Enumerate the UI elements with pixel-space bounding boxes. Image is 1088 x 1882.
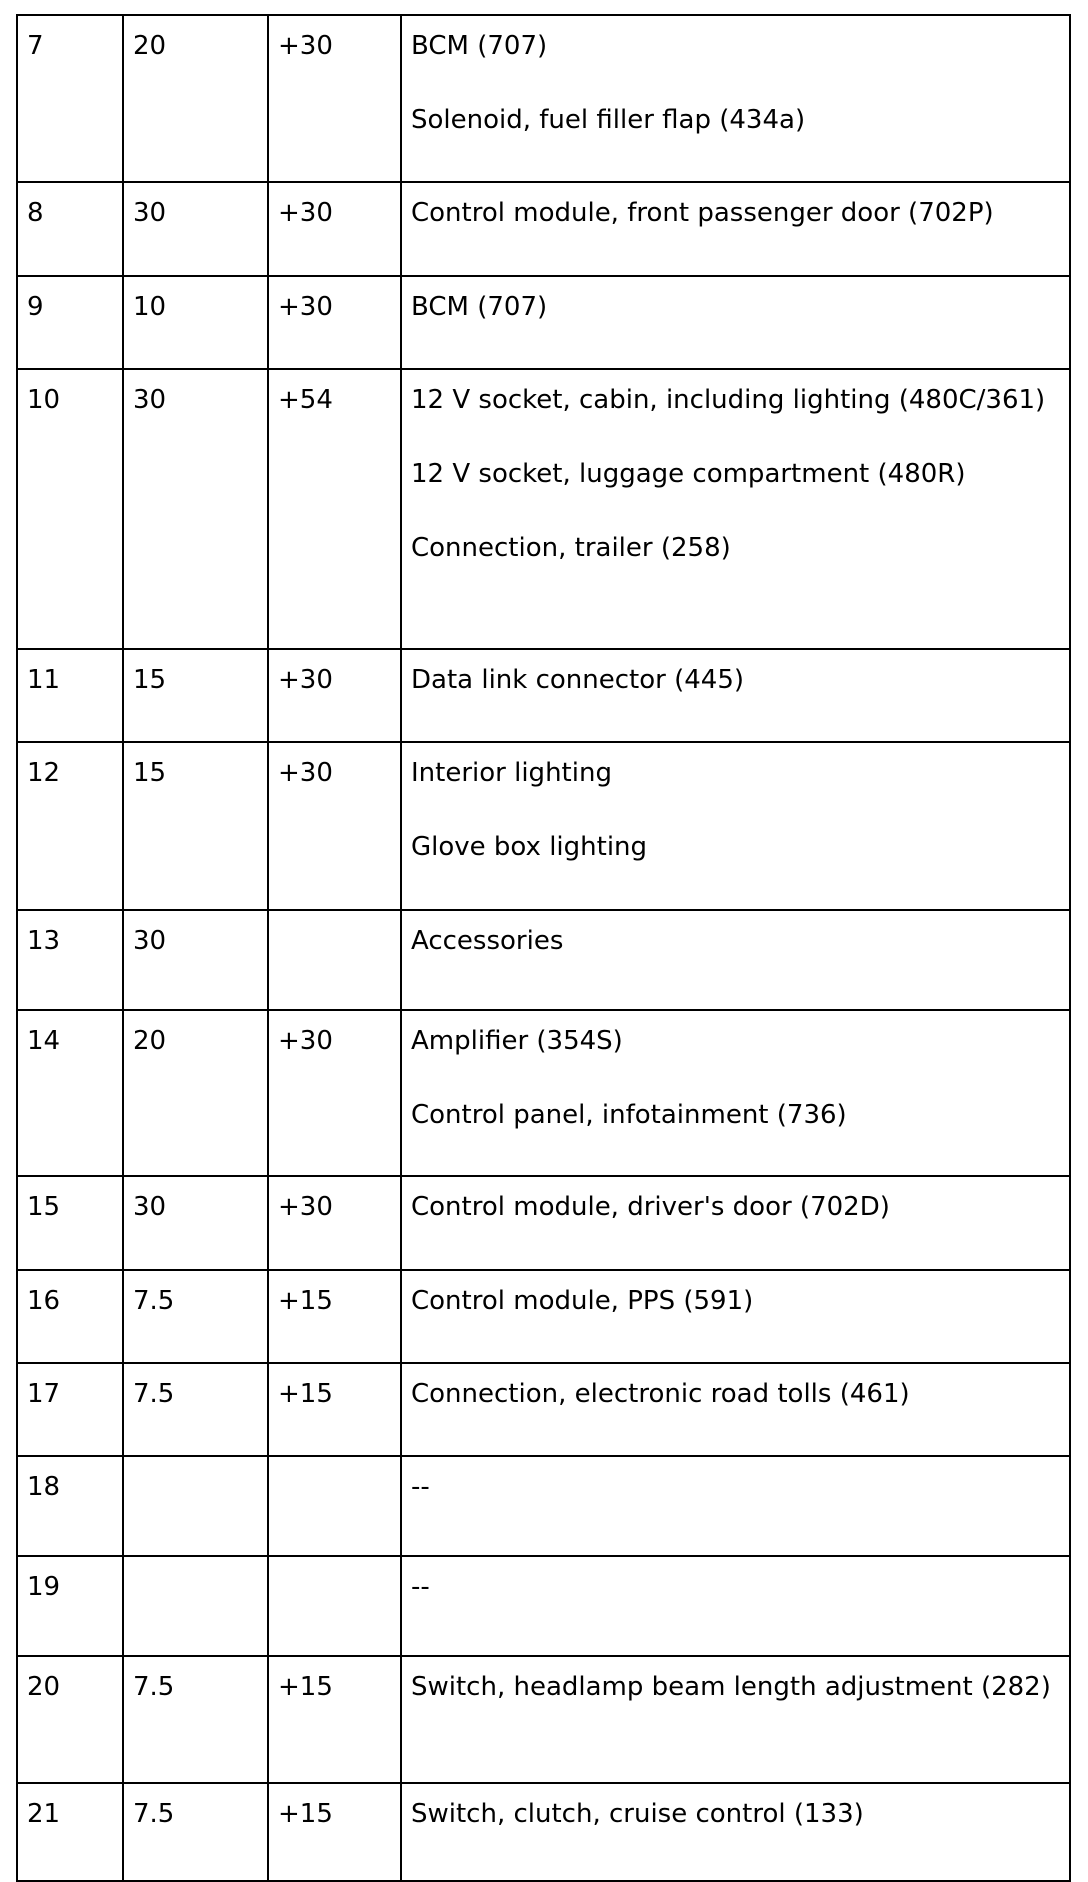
description-cell [401, 1270, 1070, 1363]
terminal-cell: +30 [268, 1010, 401, 1176]
terminal-cell: +30 [268, 182, 401, 276]
table-row [17, 1270, 1070, 1363]
description-line: Connection, trailer (258) [411, 533, 731, 563]
amperage-cell: 30 [123, 1176, 268, 1270]
amperage-cell: 7.5 [123, 1656, 268, 1783]
description-line: Amplifier (354S) [411, 1026, 623, 1056]
amperage-cell: 30 [123, 910, 268, 1010]
terminal-cell: +30 [268, 742, 401, 910]
description-line: 12 V socket, luggage compartment (480R) [411, 459, 966, 489]
amperage-cell [123, 1456, 268, 1556]
terminal-cell: +15 [268, 1656, 401, 1783]
terminal-cell: +15 [268, 1363, 401, 1456]
description-line: 12 V socket, cabin, including lighting (480C/361) [411, 385, 1046, 415]
table-row [17, 369, 1070, 649]
description-line: BCM (707) [411, 292, 548, 322]
table-row [17, 15, 1070, 182]
description-line: Solenoid, fuel filler flap (434a) [411, 105, 806, 135]
amperage-cell: 15 [123, 649, 268, 742]
description-cell [401, 742, 1070, 910]
amperage-cell: 10 [123, 276, 268, 369]
description-line: Glove box lighting [411, 832, 648, 862]
description-cell [401, 1783, 1070, 1881]
table-row [17, 182, 1070, 276]
table-row [17, 276, 1070, 369]
description-cell [401, 15, 1070, 182]
amperage-cell: 7.5 [123, 1270, 268, 1363]
description-line: Connection, electronic road tolls (461) [411, 1379, 910, 1409]
fuse-number-cell: 20 [17, 1656, 123, 1783]
fuse-number-cell: 11 [17, 649, 123, 742]
terminal-cell [268, 1556, 401, 1656]
description-cell [401, 369, 1070, 649]
description-line: BCM (707) [411, 31, 548, 61]
fuse-number-cell: 8 [17, 182, 123, 276]
fuse-number-cell: 18 [17, 1456, 123, 1556]
table-row [17, 1656, 1070, 1783]
amperage-cell: 30 [123, 369, 268, 649]
terminal-cell: +30 [268, 1176, 401, 1270]
description-cell [401, 1656, 1070, 1783]
description-line: Accessories [411, 926, 564, 956]
description-line: -- [411, 1572, 430, 1602]
fuse-table [16, 14, 1071, 1882]
description-cell [401, 1010, 1070, 1176]
terminal-cell [268, 910, 401, 1010]
description-line: Control module, front passenger door (702P) [411, 198, 994, 228]
table-row [17, 1010, 1070, 1176]
fuse-number-cell: 19 [17, 1556, 123, 1656]
terminal-cell: +30 [268, 649, 401, 742]
table-row [17, 1456, 1070, 1556]
fuse-number-cell: 13 [17, 910, 123, 1010]
description-cell [401, 649, 1070, 742]
fuse-number-cell: 17 [17, 1363, 123, 1456]
description-cell [401, 1363, 1070, 1456]
fuse-number-cell: 12 [17, 742, 123, 910]
table-row [17, 649, 1070, 742]
fuse-number-cell: 9 [17, 276, 123, 369]
description-line: Control module, driver's door (702D) [411, 1192, 890, 1222]
table-row [17, 1556, 1070, 1656]
fuse-number-cell: 7 [17, 15, 123, 182]
description-line: Switch, headlamp beam length adjustment (282) [411, 1672, 1051, 1702]
description-cell [401, 1556, 1070, 1656]
table-row [17, 1363, 1070, 1456]
terminal-cell: +30 [268, 15, 401, 182]
amperage-cell: 7.5 [123, 1783, 268, 1881]
terminal-cell [268, 1456, 401, 1556]
terminal-cell: +30 [268, 276, 401, 369]
description-line: -- [411, 1472, 430, 1502]
terminal-cell: +15 [268, 1783, 401, 1881]
description-line: Switch, clutch, cruise control (133) [411, 1799, 864, 1829]
amperage-cell: 30 [123, 182, 268, 276]
amperage-cell [123, 1556, 268, 1656]
table-row [17, 742, 1070, 910]
table-row [17, 1176, 1070, 1270]
terminal-cell: +54 [268, 369, 401, 649]
terminal-cell: +15 [268, 1270, 401, 1363]
description-line: Data link connector (445) [411, 665, 745, 695]
description-cell [401, 1176, 1070, 1270]
description-line: Interior lighting [411, 758, 612, 788]
description-cell [401, 1456, 1070, 1556]
amperage-cell: 7.5 [123, 1363, 268, 1456]
fuse-number-cell: 10 [17, 369, 123, 649]
description-line: Control panel, infotainment (736) [411, 1100, 847, 1130]
description-line: Control module, PPS (591) [411, 1286, 754, 1316]
description-cell [401, 182, 1070, 276]
fuse-number-cell: 14 [17, 1010, 123, 1176]
amperage-cell: 15 [123, 742, 268, 910]
description-cell [401, 910, 1070, 1010]
table-row [17, 910, 1070, 1010]
fuse-number-cell: 15 [17, 1176, 123, 1270]
amperage-cell: 20 [123, 15, 268, 182]
fuse-number-cell: 16 [17, 1270, 123, 1363]
amperage-cell: 20 [123, 1010, 268, 1176]
table-row [17, 1783, 1070, 1881]
fuse-number-cell: 21 [17, 1783, 123, 1881]
description-cell [401, 276, 1070, 369]
